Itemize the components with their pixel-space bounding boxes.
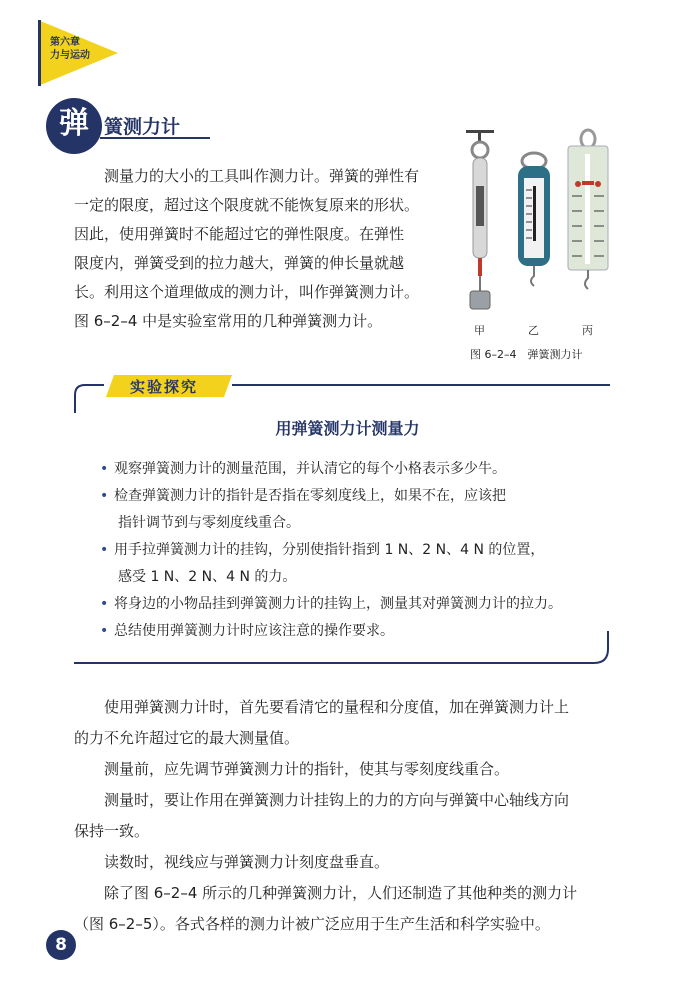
section-title: 簧测力计 [104,116,181,138]
section-underline [100,137,210,139]
bullet-icon: • [100,623,109,639]
figure-label-c: 丙 [582,324,593,337]
bullet-icon: • [100,542,109,558]
intro-line: 图 6–2–4 中是实验室常用的几种弹簧测力计。 [74,312,383,330]
experiment-steps [100,456,600,645]
body-line: （图 6–2–5）。各式各样的测力计被广泛应用于生产生活和科学实验中。 [74,915,550,933]
experiment-tab-label: 实验探究 [130,378,199,396]
intro-line: 限度内，弹簧受到的拉力越大，弹簧的伸长量就越 [74,254,405,272]
body-line: 读数时，视线应与弹簧测力计刻度盘垂直。 [104,853,390,871]
intro-line: 因此，使用弹簧时不能超过它的弹性限度。在弹性 [74,225,405,243]
page-number: 8 [55,935,67,955]
chapter-label [50,36,110,62]
chapter-name: 力与运动 [50,50,90,61]
list-item: • 总结使用弹簧测力计时应该注意的操作要求。 [100,618,600,645]
body-line: 测量前，应先调节弹簧测力计的指针，使其与零刻度线重合。 [104,760,510,778]
intro-line: 一定的限度，超过这个限度就不能恢复原来的形状。 [74,196,420,214]
body-text [74,692,608,940]
figure-label-b: 乙 [528,324,539,337]
bullet-icon: • [100,461,109,477]
spring-scale-figure [458,126,618,341]
spring-scale-b-illustration [518,153,550,286]
list-item: • 检查弹簧测力计的指针是否指在零刻度线上，如果不在，应该把 指针调节到与零刻度线重合。 [100,483,600,537]
body-line: 测量时，要让作用在弹簧测力计挂钩上的力的方向与弹簧中心轴线方向 [104,791,570,809]
spring-scale-a-illustration [466,130,494,309]
experiment-title: 用弹簧测力计测量力 [275,419,420,438]
list-item: • 用手拉弹簧测力计的挂钩，分别使指针指到 1 N、2 N、4 N 的位置， 感受 1 N、2 N、4 N 的力。 [100,537,600,591]
figure-caption: 图 6–2–4 弹簧测力计 [470,348,583,361]
list-item: • 观察弹簧测力计的测量范围，并认清它的每个小格表示多少牛。 [100,456,600,483]
bullet-icon: • [100,488,109,504]
body-line: 使用弹簧测力计时，首先要看清它的量程和分度值，加在弹簧测力计上 [104,698,570,716]
section-lead-char: 弹 [59,106,89,141]
list-item: • 将身边的小物品挂到弹簧测力计的挂钩上，测量其对弹簧测力计的拉力。 [100,591,600,618]
body-line: 除了图 6–2–4 所示的几种弹簧测力计，人们还制造了其他种类的测力计 [104,884,578,902]
intro-line: 长。利用这个道理做成的测力计，叫作弹簧测力计。 [74,283,420,301]
intro-paragraph [74,162,454,336]
body-line: 保持一致。 [74,822,150,840]
spring-scale-c-illustration [568,130,608,289]
intro-line: 测量力的大小的工具叫作测力计。弹簧的弹性有 [104,167,420,185]
figure-label-a: 甲 [474,324,485,337]
chapter-number: 第六章 [50,37,80,48]
bullet-icon: • [100,596,109,612]
body-line: 的力不允许超过它的最大测量值。 [74,729,300,747]
